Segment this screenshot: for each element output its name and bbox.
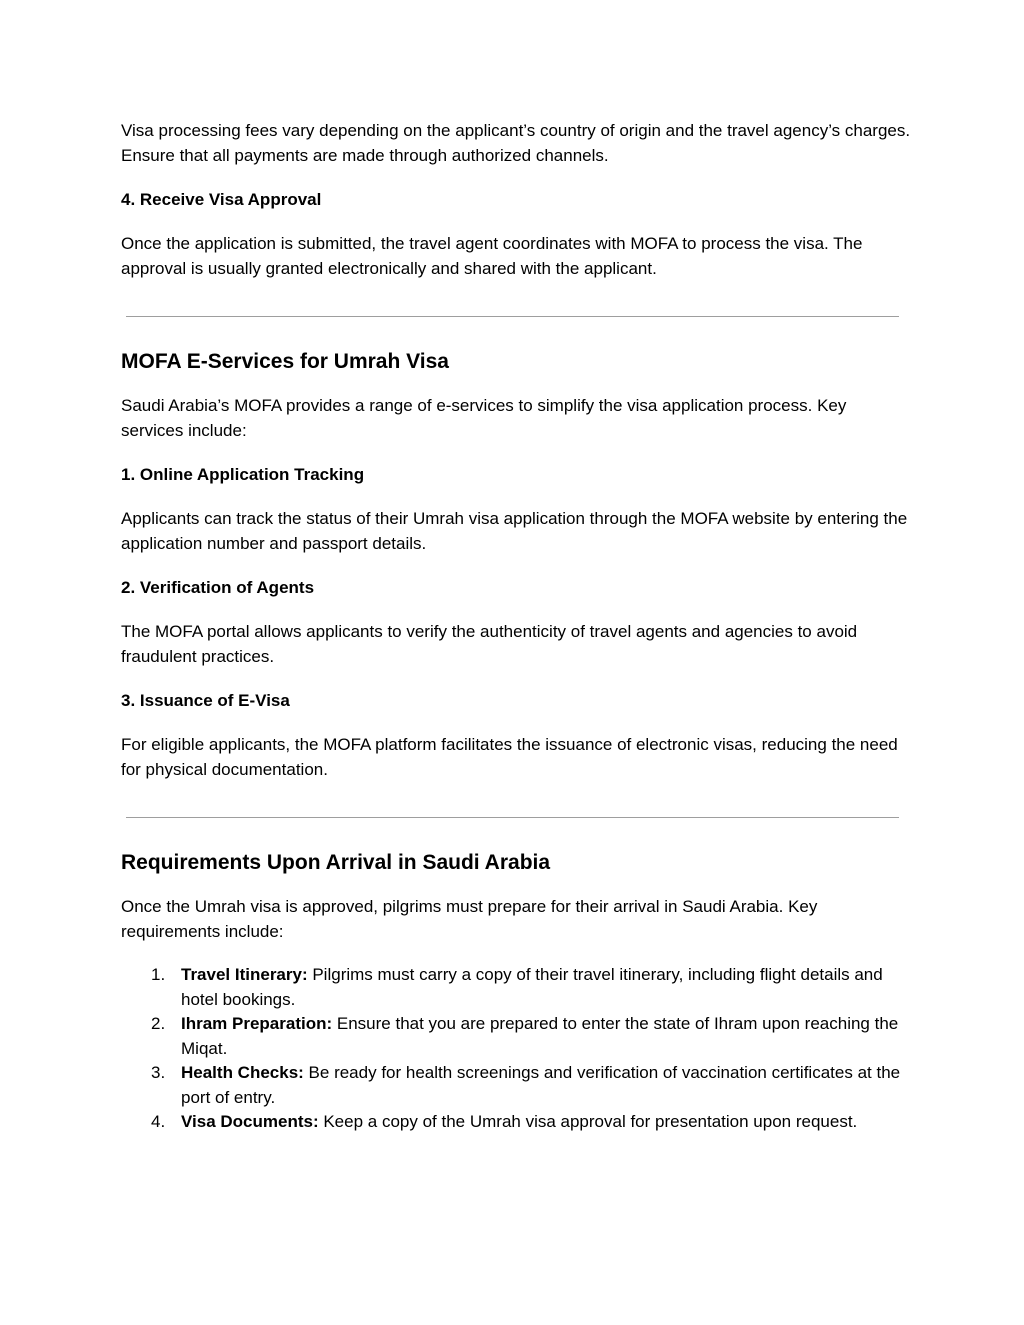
- list-item-text: Be ready for health screenings and verification of vaccination certificates at the port of entry.: [181, 1063, 901, 1107]
- list-item-text: Pilgrims must carry a copy of their travel itinerary, including flight details and hotel bookings.: [181, 965, 883, 1009]
- list-item: [121, 963, 911, 1012]
- arrival-intro: Once the Umrah visa is approved, pilgrims must prepare for their arrival in Saudi Arabia. Key requirements include:: [121, 897, 818, 941]
- fees-paragraph: Visa processing fees vary depending on the applicant’s country of origin and the travel agency’s charges. Ensure that all payments are made through authorized channels.: [121, 121, 911, 165]
- eservice-text: For eligible applicants, the MOFA platform facilitates the issuance of electronic visas, reducing the need for physical documentation.: [121, 735, 898, 779]
- document-page: [121, 118, 911, 1135]
- eservices-title: MOFA E-Services for Umrah Visa: [121, 350, 449, 373]
- list-item: [121, 1110, 911, 1135]
- list-item-label: Ihram Preparation:: [181, 1014, 333, 1033]
- list-item-label: Travel Itinerary:: [181, 965, 308, 984]
- eservice-heading: 1. Online Application Tracking: [121, 465, 365, 484]
- list-item: [121, 1012, 911, 1061]
- list-item-label: Health Checks:: [181, 1063, 304, 1082]
- eservice-heading: 3. Issuance of E-Visa: [121, 691, 290, 710]
- arrival-title: Requirements Upon Arrival in Saudi Arabia: [121, 851, 551, 874]
- step4-heading: 4. Receive Visa Approval: [121, 190, 322, 209]
- list-number: 1.: [151, 965, 166, 984]
- eservice-text: Applicants can track the status of their Umrah visa application through the MOFA website by entering the application number and passport details.: [121, 509, 908, 553]
- list-item-text: Keep a copy of the Umrah visa approval for presentation upon request.: [318, 1112, 858, 1131]
- list-number: 3.: [151, 1063, 166, 1082]
- eservice-text: The MOFA portal allows applicants to verify the authenticity of travel agents and agencies to avoid fraudulent practices.: [121, 622, 858, 666]
- list-item-text: Ensure that you are prepared to enter the state of Ihram upon reaching the Miqat.: [181, 1014, 899, 1058]
- list-item: [121, 1061, 911, 1110]
- step4-paragraph: Once the application is submitted, the travel agent coordinates with MOFA to process the visa. The approval is usually granted electronically and shared with the applicant.: [121, 234, 863, 278]
- list-number: 2.: [151, 1014, 166, 1033]
- list-number: 4.: [151, 1112, 166, 1131]
- eservice-heading: 2. Verification of Agents: [121, 578, 315, 597]
- eservices-intro: Saudi Arabia’s MOFA provides a range of e-services to simplify the visa application process. Key services include:: [121, 396, 847, 440]
- arrival-requirements-list: [121, 963, 911, 1135]
- list-item-label: Visa Documents:: [181, 1112, 319, 1131]
